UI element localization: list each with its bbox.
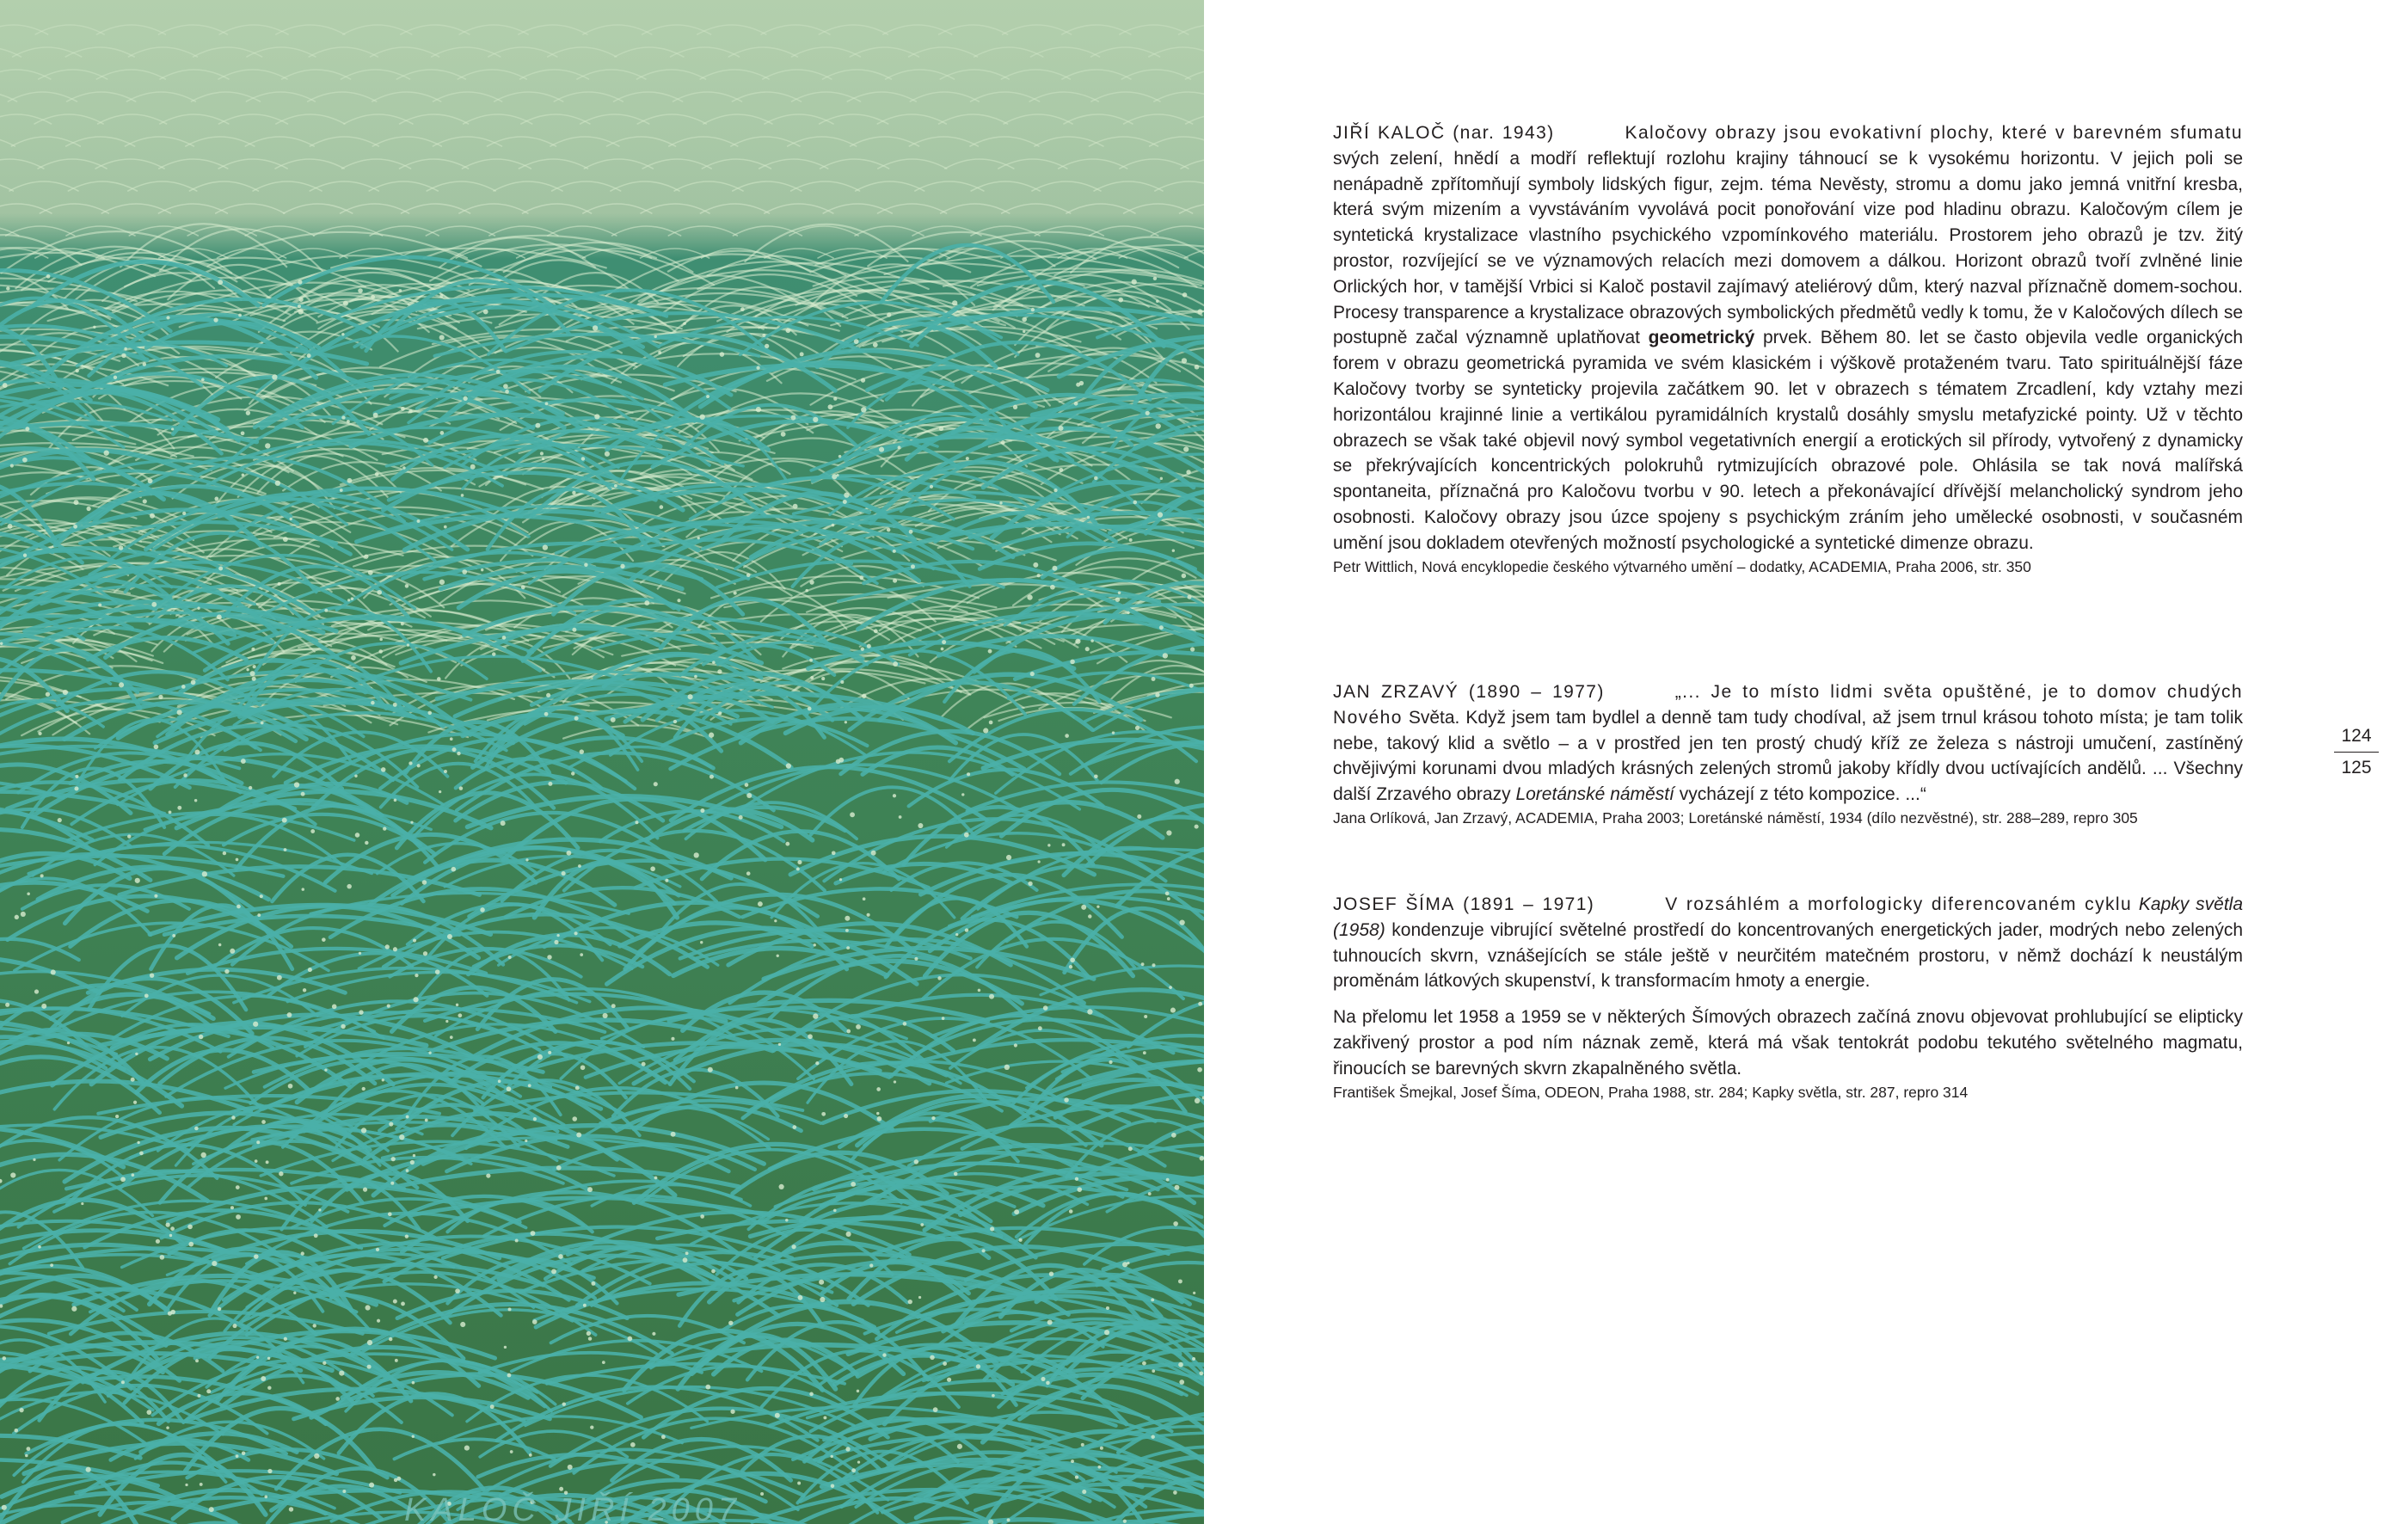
- entry-jan-zrzavy: [1333, 679, 2243, 828]
- page-number-divider: [2334, 752, 2379, 753]
- page-number-left: 124: [2341, 726, 2372, 746]
- text-page: [1204, 0, 2408, 1524]
- source-citation: František Šmejkal, Josef Šíma, ODEON, Praha 1988, str. 284; Kapky světla, str. 287, repro 314: [1333, 1083, 1969, 1101]
- page-numbers: [2331, 723, 2382, 781]
- entry-body-paragraph-2: Na přelomu let 1958 a 1959 se v některých Šímových obrazech začíná znovu objevovat prohlubující se elipticky zakřivený prostor a pod ním náznak země, která má však tentokrát podobu tekutého světelného magmatu, řinoucích se barevných skvrn zkapalněného světla.: [1333, 1007, 2243, 1078]
- entry-josef-sima: [1333, 892, 2243, 1103]
- artist-heading: JIŘÍ KALOČ (nar. 1943): [1333, 123, 1555, 143]
- artist-signature: KALOČ JIŘÍ 2007: [404, 1492, 742, 1524]
- artist-heading: JAN ZRZAVÝ (1890 – 1977): [1333, 682, 1605, 702]
- entry-jiri-kaloc: [1333, 120, 2243, 577]
- page-number-right: 125: [2341, 758, 2372, 777]
- entry-body: JOSEF ŠÍMA (1891 – 1971) V rozsáhlém a morfologicky diferencovaném cyklu Kapky světla (1958) kondenzuje vibrující světelné prostředí do koncentrovaných energetických jader, modrých nebo zelených tuhnoucích skvrn, vznášejících se stále ještě v neurčitém matečném prostoru, v němž dochází k neustálým proměnám látkových skupenství, k transformacím hmoty a energie.: [1333, 894, 2243, 992]
- source-citation: Petr Wittlich, Nová encyklopedie českého výtvarného umění – dodatky, ACADEMIA, Praha 2006, str. 350: [1333, 557, 2031, 575]
- artist-heading: JOSEF ŠÍMA (1891 – 1971): [1333, 894, 1595, 914]
- entry-body: JAN ZRZAVÝ (1890 – 1977) „... Je to místo lidmi světa opuštěné, je to domov chudých Nového Světa. Když jsem tam bydlel a denně tam tudy chodíval, až jsem trnul krásou tohoto místa; je tam tolik nebe, takový klid a světlo – a v prostřed jen ten prostý chudý kříž ze železa s nástroji umučení, zastíněný chvějivými korunami dvou mladých krásných zelených stromů jakoby křídly dvou uctívajících andělů. ... Všechny další Zrzavého obrazy Loretánské náměstí vycházejí z této kompozice. ...“: [1333, 682, 2243, 805]
- source-citation: Jana Orlíková, Jan Zrzavý, ACADEMIA, Praha 2003; Loretánské náměstí, 1934 (dílo nezvěstné), str. 288–289, repro 305: [1333, 808, 2138, 827]
- entry-body: JIŘÍ KALOČ (nar. 1943) Kaločovy obrazy jsou evokativní plochy, které v barevném sfumatu svých zelení, hnědí a modří reflektují rozlohu krajiny táhnoucí se k vysokému horizontu. V jejich poli se nenápadně zpřítomňují symboly lidských figur, zejm. téma Nevěsty, stromu a domu jako jemná vnitřní kresba, která svým mizením a vyvstáváním vyvolává pocit ponořování vize pod hladinu obrazu. Kaločovým cílem je syntetická krystalizace vlastního psychického vzpomínkového materiálu. Prostorem jeho obrazů je tzv. žitý prostor, rozvíjející se ve významových relacích mezi domovem a dálkou. Horizont obrazů tvoří zvlněné linie Orlických hor, v tamější Vrbici si Kaloč postavil zajímavý ateliérový dům, který nazval příznačně domem-sochou. Procesy transparence a krystalizace obrazových symbolických předmětů vedly k tomu, že v Kaločových dílech se postupně začal významně uplatňovat geometrický prvek. Během 80. let se často objevila vedle organických forem v obrazu geometrická pyramida ve svém klasickém i výškově protaženém tvaru. Tato spirituálnější fáze Kaločovy tvorby se synteticky projevila začátkem 90. let v obrazech s tématem Zrcadlení, kdy vztahy mezi horizontálou krajinné linie a vertikálou pyramidálních krystalů dosáhly smyslu metafyzické pointy. Už v těchto obrazech se však také objevil nový symbol vegetativních energií a erotických sil přírody, vytvořený z dynamicky se překrývajících koncentrických polokruhů rytmizujících obrazové pole. Ohlásila se tak nová malířská spontaneita, příznačná pro Kaločovu tvorbu v 90. letech a překonávající dřívější melancholický syndrom jeho osobnosti. Kaločovy obrazy jsou úzce spojeny s psychickým zráním jeho umělecké osobnosti, v současném umění jsou dokladem otevřených možností psychologické a syntetické dimenze obrazu.: [1333, 123, 2243, 553]
